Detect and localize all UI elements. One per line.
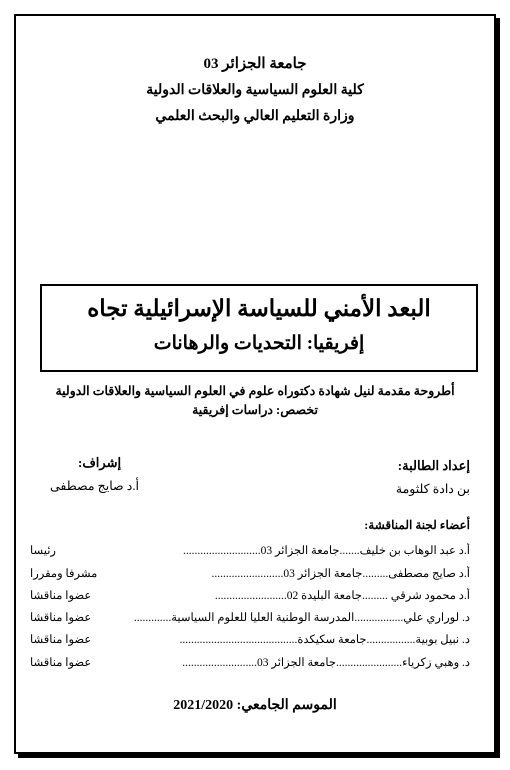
committee-member-row (30, 632, 470, 648)
supervision-label: إشراف: (78, 455, 122, 470)
specialization: تخصص: دراسات إفريقية (192, 403, 318, 417)
member-role: عضوا مناقشا (30, 590, 92, 602)
faculty-name: كلية العلوم السياسية والعلاقات الدولية (146, 83, 364, 98)
member-entry: د. لوراري علي.................المدرسة الوطنية العليا للعلوم السياسية............. (133, 612, 470, 624)
member-entry: أ.د عبد الوهاب بن خليف.......جامعة الجزائر 03........................... (182, 545, 470, 557)
academic-year: الموسم الجامعي: 2021/2020 (173, 698, 337, 713)
member-role: عضوا مناقشا (30, 612, 92, 624)
member-role: عضوا مناقشا (30, 634, 92, 646)
thesis-statement: أطروحة مقدمة لنيل شهادة دكتوراه علوم في العلوم السياسية والعلاقات الدولية (55, 384, 455, 398)
member-role: رئيسا (30, 545, 56, 557)
member-role: عضوا مناقشا (30, 657, 92, 669)
member-role: مشرفا ومقررا (30, 568, 98, 580)
preparation-label: إعداد الطالبة: (397, 458, 470, 473)
member-entry: د. نبيل بوبية.................جامعة سكيكدة......................................... (179, 634, 470, 646)
committee-member-row (30, 610, 470, 626)
committee-member-row (30, 655, 470, 671)
ministry-name: وزارة التعليم العالي والبحث العلمي (155, 109, 355, 124)
member-entry: أ.د صايج مصطفى.........جامعة الجزائر 03......................... (211, 568, 470, 580)
member-entry: د. وهبي زكرياء.......................جامعة الجزائر 03.......................... (182, 657, 470, 669)
university-name: جامعة الجزائر 03 (203, 56, 307, 72)
committee-title: أعضاء لجنة المناقشة: (364, 518, 470, 532)
thesis-title-line-2: إفريقيا: التحديات والرهانات (153, 333, 365, 354)
supervisor-name: أ.د صايج مصطفى (50, 479, 139, 493)
committee-member-row (30, 543, 470, 559)
committee-member-row (30, 566, 470, 582)
thesis-title-line-1: البعد الأمني للسياسة الإسرائيلية تجاه (87, 296, 431, 321)
thesis-title-box (40, 284, 478, 372)
member-entry: أ.د محمود شرقي .........جامعة البليدة 02......................... (214, 590, 470, 602)
student-name: بن دادة كلثومة (395, 482, 470, 496)
committee-member-row (30, 588, 470, 604)
